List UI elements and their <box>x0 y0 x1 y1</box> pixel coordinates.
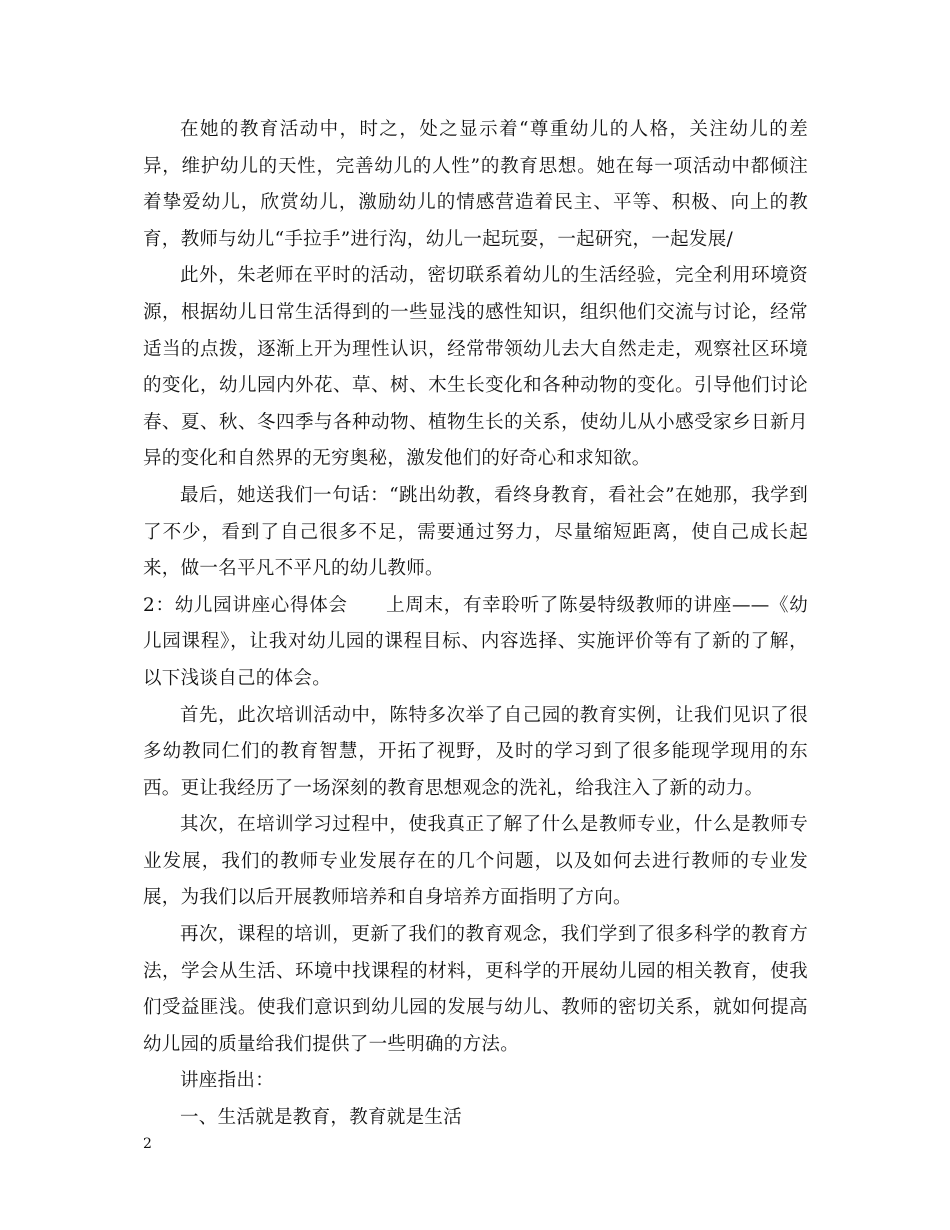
paragraph-lecture-points-heading: 讲座指出： <box>180 1070 275 1092</box>
paragraph-section-2-lecture: 2：幼儿园讲座心得体会 上周末，有幸聆听了陈晏特级教师的讲座——《幼儿园课程》，让我对幼儿园的课程目标、内容选择、实施评价等有了新的了解，以下浅谈自己的体会。 <box>143 594 808 689</box>
paragraph-secondly: 其次，在培训学习过程中，使我真正了解了什么是教师专业，什么是教师专业发展，我们的教师专业发展存在的几个问题，以及如何去进行教师的专业发展，为我们以后开展教师培养和自身培养方面指明了方向。 <box>143 814 808 909</box>
page-number: 2 <box>143 1136 152 1152</box>
paragraph-point-one: 一、生活就是教育，教育就是生活 <box>180 1107 463 1129</box>
paragraph-teaching-philosophy: 在她的教育活动中，时之，处之显示着“尊重幼儿的人格，关注幼儿的差异，维护幼儿的天性，完善幼儿的人性”的教育思想。她在每一项活动中都倾注着挚爱幼儿，欣赏幼儿，激励幼儿的情感营造着民主、平等、积极、向上的教育，教师与幼儿“手拉手”进行沟，幼儿一起玩耍，一起研究，一起发展/ <box>143 119 808 250</box>
paragraph-thirdly: 再次，课程的培训，更新了我们的教育观念，我们学到了很多科学的教育方法，学会从生活、环境中找课程的材料，更科学的开展幼儿园的相关教育，使我们受益匪浅。使我们意识到幼儿园的发展与幼儿、教师的密切关系，就如何提高幼儿园的质量给我们提供了一些明确的方法。 <box>143 924 808 1055</box>
document-body <box>143 112 808 1137</box>
paragraph-teacher-zhu-activities: 此外，朱老师在平时的活动，密切联系着幼儿的生活经验，完全利用环境资源，根据幼儿日常生活得到的一些显浅的感性知识，组织他们交流与讨论，经常适当的点拨，逐渐上开为理性认识，经常带领幼儿去大自然走走，观察社区环境的变化，幼儿园内外花、草、树、木生长变化和各种动物的变化。引导他们讨论春、夏、秋、冬四季与各种动物、植物生长的关系，使幼儿从小感受家乡日新月异的变化和自然界的无穷奥秘，激发他们的好奇心和求知欲。 <box>143 265 808 470</box>
paragraph-firstly: 首先，此次培训活动中，陈特多次举了自己园的教育实例，让我们见识了很多幼教同仁们的教育智慧，开拓了视野，及时的学习到了很多能现学现用的东西。更让我经历了一场深刻的教育思想观念的洗礼，给我注入了新的动力。 <box>143 704 808 799</box>
paragraph-closing-words: 最后，她送我们一句话：“跳出幼教，看终身教育，看社会”在她那，我学到了不少，看到了自己很多不足，需要通过努力，尽量缩短距离，使自己成长起来，做一名平凡不平凡的幼儿教师。 <box>143 484 808 580</box>
